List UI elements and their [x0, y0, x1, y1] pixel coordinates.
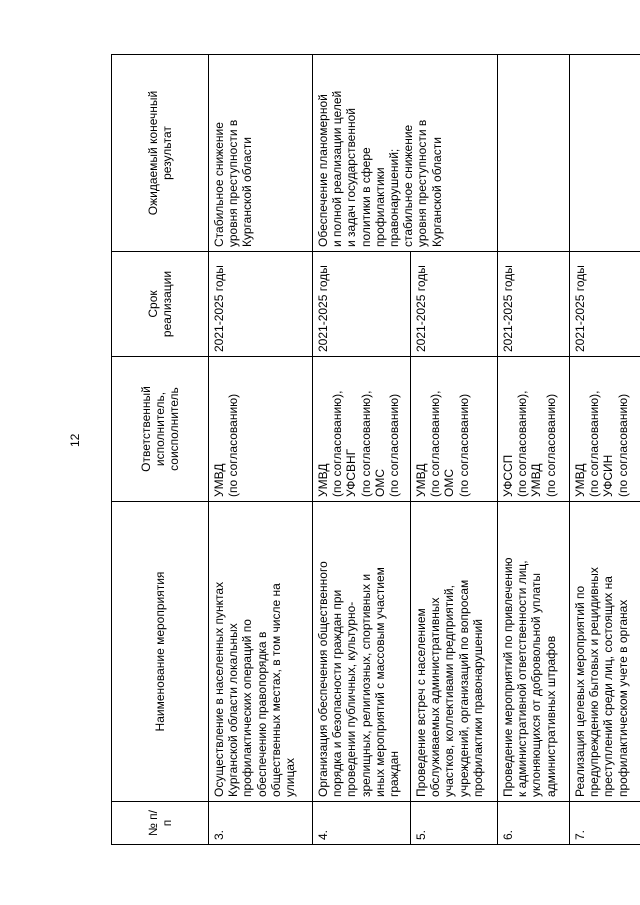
text-line: Осуществление в населенных пунктах [212, 581, 226, 797]
text-line: предупреждению бытовых и рецидивных [587, 567, 602, 797]
header-line: результат [160, 126, 174, 180]
text-line: правонарушений; [387, 148, 402, 247]
text-line: обслуживаемых административных [428, 597, 443, 797]
text-line: УМВД [316, 463, 330, 497]
text-line: профилактики [372, 167, 387, 247]
period: 2021-2025 годы [209, 252, 313, 357]
text-line: проведении публичных, культурно- [344, 601, 359, 797]
text-line: (по согласованию) [456, 393, 471, 497]
text-line: и полной реализации целей [330, 90, 345, 247]
header-line: Ответственный [138, 386, 153, 472]
executor [209, 357, 313, 502]
text-line: (по согласованию) [615, 393, 630, 497]
text-line: уровня преступности в [415, 119, 430, 247]
text-line: (по согласованию) [543, 393, 558, 497]
text-line: улицах [283, 758, 298, 797]
measure-name [411, 502, 498, 802]
text-line: УМВД [212, 463, 226, 497]
text-line: порядка и безопасности граждан при [330, 589, 345, 797]
header-line: № п/ [145, 809, 160, 837]
row-number: 3. [209, 802, 313, 845]
rotated-table-container [111, 55, 640, 845]
text-line: и задач государственной [344, 108, 359, 247]
text-line: Курганской области [240, 137, 255, 247]
text-line: обеспечению правопорядка в [254, 631, 269, 797]
text-line: Проведение встреч с населением [414, 608, 428, 797]
text-line: учреждений, организаций по вопросам [456, 579, 471, 797]
expected-result [313, 55, 498, 252]
header-line: соисполнитель [167, 387, 182, 471]
period: 2021-2025 годы [411, 252, 498, 357]
text-line: Курганской области локальных [226, 623, 241, 797]
measure-name [498, 502, 570, 802]
text-line: УФСВНГ [344, 448, 359, 497]
col-header-period [112, 252, 209, 357]
text-line: (по согласованию), [330, 390, 345, 497]
header-line: Срок [145, 290, 160, 318]
text-line: Организация обеспечения общественного [316, 561, 330, 797]
col-header-name [112, 502, 209, 802]
text-line: преступлений среди лиц, состоящих на [601, 576, 616, 797]
text-line: ОМС [372, 469, 387, 497]
period: 2021-2025 годы [570, 252, 640, 357]
text-line: (по согласованию), [587, 390, 602, 497]
header-line: п [160, 819, 174, 827]
row-number: 4. [313, 802, 411, 845]
measure-name [570, 502, 640, 802]
text-line: граждан [387, 750, 402, 797]
executor [411, 357, 498, 502]
expected-result [498, 55, 570, 252]
header-line: реализации [160, 270, 174, 338]
text-line: ОМС [442, 469, 457, 497]
period: 2021-2025 годы [313, 252, 411, 357]
header-line: Ожидаемый конечный [145, 90, 160, 216]
text-line: УФССП [501, 454, 515, 497]
expected-result [209, 55, 313, 252]
text-line: УМВД [529, 463, 544, 497]
measure-name [313, 502, 411, 802]
text-line: административных штрафов [543, 635, 558, 797]
text-line: общественных местах, в том числе на [268, 583, 283, 797]
text-line: Курганской области [429, 137, 444, 247]
col-header-number [112, 802, 209, 845]
text-line: профилактическом учете в органах [615, 599, 630, 797]
text-line: иных мероприятий с массовым участием [372, 567, 387, 797]
period: 2021-2025 годы [498, 252, 570, 357]
measures-table [111, 54, 640, 845]
text-line: Реализация целевых мероприятий по [573, 585, 587, 797]
text-line: УМВД [573, 463, 587, 497]
text-line: УМВД [414, 463, 428, 497]
text-line: профилактических операций по [240, 619, 255, 797]
text-line: к административной ответственности лиц, [515, 560, 530, 797]
text-line: Стабильное снижение [212, 122, 226, 247]
text-line: участков, коллективами предприятий, [442, 585, 457, 797]
header-line: исполнитель, [152, 391, 167, 467]
text-line: стабильное снижение [401, 124, 416, 247]
header-row [112, 55, 209, 845]
text-line: (по согласованию) [226, 393, 241, 497]
table-row-6 [498, 55, 570, 845]
col-header-executor [112, 357, 209, 502]
text-line: уровня преступности в [226, 119, 241, 247]
text-line: (по согласованию), [515, 390, 530, 497]
row-number: 6. [498, 802, 570, 845]
text-line: Обеспечение планомерной [316, 94, 330, 247]
executor [570, 357, 640, 502]
text-line: уклоняющихся от добровольной уплаты [529, 572, 544, 797]
text-line: профилактики правонарушений [470, 619, 485, 797]
table-row-7 [570, 55, 640, 845]
text-line: (по согласованию), [428, 390, 443, 497]
row-number: 5. [411, 802, 498, 845]
col-header-result [112, 55, 209, 252]
header-line: Наименование мероприятия [152, 571, 167, 732]
expected-result [570, 55, 640, 252]
executor [313, 357, 411, 502]
table-row-4 [313, 55, 411, 845]
page-number: 12 [68, 433, 82, 447]
text-line: (по согласованию) [387, 393, 402, 497]
row-number: 7. [570, 802, 640, 845]
executor [498, 357, 570, 502]
text-line: Проведение мероприятий по привлечению [501, 557, 515, 797]
text-line: зрелищных, религиозных, спортивных и [358, 573, 373, 797]
text-line: УФСИН [601, 454, 616, 497]
table-row-3 [209, 55, 313, 845]
text-line: (по согласованию), [358, 390, 373, 497]
measure-name [209, 502, 313, 802]
text-line: политики в сфере [358, 147, 373, 247]
